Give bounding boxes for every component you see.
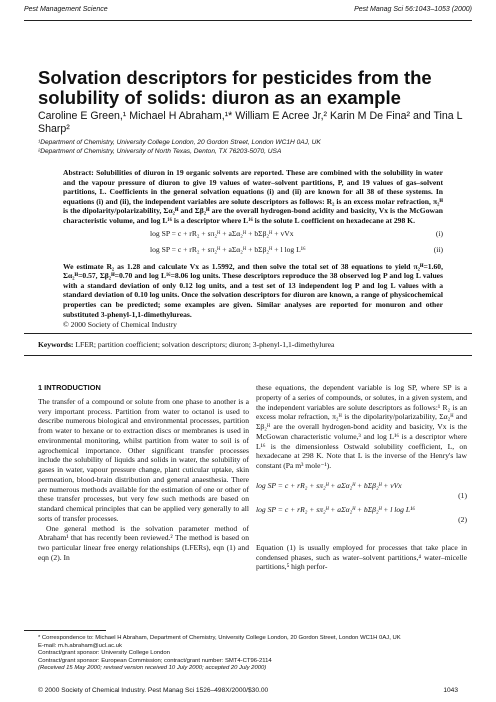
author-list: Caroline E Green,¹ Michael H Abraham,¹* William E Acree Jr,² Karin M De Fina² and Tina L Sharp² <box>38 110 463 135</box>
abstract-equation-ii: log SP = c + rR₂ + sπ₂ᴴ + aΣα₂ᴴ + bΣβ₂ᴴ + l log L¹⁶ (ii) <box>150 244 443 254</box>
footer-copyright: © 2000 Society of Chemical Industry. Pest Manag Sci 1526–498X/2000/$30.00 <box>38 687 269 694</box>
journal-citation: Pest Manag Sci 56:1043–1053 (2000) <box>354 6 472 13</box>
intro-right-paragraph-2: Equation (1) is usually employed for processes that take place in condensed phases, such as water–solvent partitions,⁴ water–micelle partitions,⁵ high perfor- <box>256 542 467 572</box>
intro-right-paragraph-1: these equations, the dependent variable is log SP, where SP is a property of a series of compounds, or solutes, in a given system, and the independent variables are solute descriptors as follows:¹ R₂ is an excess molar refraction, π₂ᴴ is the dipolarity/polarizability, Σα₂ᴴ and Σβ₂ᴴ are the overall hydrogen-bond acidity and basicity, Vx is the McGowan characteristic volume,³ and log L¹⁶ is a descriptor where L¹⁶ is the dimensionless Ostwald solubility coefficient, L, on hexadecane at 298 K. Note that L is the inverse of the Henry's law constant (Pa m³ mole⁻¹). <box>256 383 467 470</box>
abstract-rule-top <box>24 333 472 334</box>
intro-equation-2: log SP = c + rR₂ + sπ₂ᴴ + aΣα₂ᴴ + bΣβ₂ᴴ + l log L¹⁶ (2) <box>256 504 467 524</box>
footnotes <box>38 635 468 673</box>
section-heading-introduction: 1 INTRODUCTION <box>38 383 101 392</box>
intro-paragraph-2: One general method is the solvation parameter method of Abraham¹ that has recently been reviewed.² The method is based on two particular linear free energy relationships (LFERs), eqn (1) and eqn (2). In <box>38 523 249 562</box>
footnote-received: (Received 15 May 2000; revised version received 10 July 2000; accepted 20 July 2000) <box>38 665 267 672</box>
abstract-copyright: © 2000 Society of Chemical Industry <box>63 320 177 330</box>
abstract-equations <box>63 229 443 260</box>
abstract-part-1: Abstract: Solubilities of diuron in 19 organic solvents are reported. These are combined with the solubility in water and the vapour pressure of diuron to give 19 values of water–solvent partitions, P, and 19 values of gas–solvent partitions, L. Coefficients in the general solvation equations (i) and (ii) are known for all 38 of these systems. In equations (i) and (ii), the independent variables are solute descriptors as follows: R₂ is an excess molar refraction, π₂ᴴ is the dipolarity/polarizability, Σα₂ᴴ and Σβ₂ᴴ are the overall hydrogen-bond acidity and basicity, Vx is the McGowan characteristic volume, and log L¹⁶ is a descriptor where L¹⁶ is the solute L coefficient on hexadecane at 298 K. <box>63 168 443 225</box>
affiliation-1: ¹Department of Chemistry, University College London, 20 Gordon Street, London WC1H 0AJ, UK <box>38 139 321 146</box>
footnote-correspondence: * Correspondence to: Michael H Abraham, Department of Chemistry, University College London, 20 Gordon Street, London WC1H 0AJ, UK <box>38 635 401 641</box>
intro-paragraph-1: The transfer of a compound or solute from one phase to another is a very important process. Partition from water to octanol is used to describe numerous biological and environmental processes, partition from water to hexane or to extraction discs or membranes is used in environmental monitoring, whilst partition from water to soil is of agrochemical importance. Other significant transfer processes include the solubility of liquids and solids in water, the solubility of gases in water, vapour pressure change, plant cuticular uptake, skin permeation, blood-brain distribution and general anaesthesia. There are numerous methods available for the estimation of one or other of these transfer processes, but very few such methods are based on standard chemical principles that can be applied very generally to all sorts of transfer processes. <box>38 396 249 523</box>
journal-name: Pest Management Science <box>24 6 108 13</box>
keywords-rule <box>24 355 472 356</box>
left-column <box>38 383 249 563</box>
keywords <box>38 340 458 350</box>
running-header <box>24 6 472 20</box>
footnote-rule <box>24 630 106 631</box>
page-footer <box>38 687 458 694</box>
affiliation-2: ²Department of Chemistry, University of North Texas, Denton, TX 76203-5070, USA <box>38 147 282 155</box>
intro-equations <box>256 477 467 529</box>
footnote-email: E-mail: m.h.abraham@ucl.ac.uk <box>38 642 122 649</box>
keywords-text: LFER; partition coefficient; solvation descriptors; diuron; 3-phenyl-1,1-dimethylurea <box>75 340 335 349</box>
abstract <box>63 168 443 330</box>
right-column <box>256 383 467 572</box>
article-title: Solvation descriptors for pesticides from the solubility of solids: diuron as an example <box>38 67 432 108</box>
abstract-equation-i: log SP = c + rR₂ + sπ₂ᴴ + aΣα₂ᴴ + bΣβ₂ᴴ + vVx (i) <box>150 228 443 238</box>
affiliations <box>38 139 468 156</box>
footnote-sponsor-2: Contract/grant sponsor: European Commission; contract/grant number: SMT4-CT96-2114 <box>38 657 272 664</box>
abstract-part-2: We estimate R₂ as 1.28 and calculate Vx as 1.5992, and then solve the total set of 38 equations to yield π₂ᴴ=1.60, Σα₂ᴴ=0.57, Σβ₂ᴴ=0.70 and log L¹⁶=8.06 log units. These descriptors reproduce the 38 observed log P and log L values with a standard deviation of only 0.12 log units, and a test set of 13 independent log P and log L values with a standard deviation of 0.10 log units. Once the solvation descriptors for diuron are known, a range of physicochemical properties can be predicted; some examples are given. Similar analyses are reported for monuron and other substituted 3-phenyl-1,1-dimethylureas. <box>63 261 443 319</box>
intro-equation-1: log SP = c + rR₂ + sπ₂ᴴ + aΣα₂ᴴ + bΣβ₂ᴴ + vVx (1) <box>256 480 467 500</box>
keywords-label: Keywords: <box>38 340 74 349</box>
footnote-sponsor-1: Contract/grant sponsor: University College London <box>38 650 170 657</box>
page-number: 1043 <box>443 687 458 694</box>
header-rule <box>24 20 472 21</box>
